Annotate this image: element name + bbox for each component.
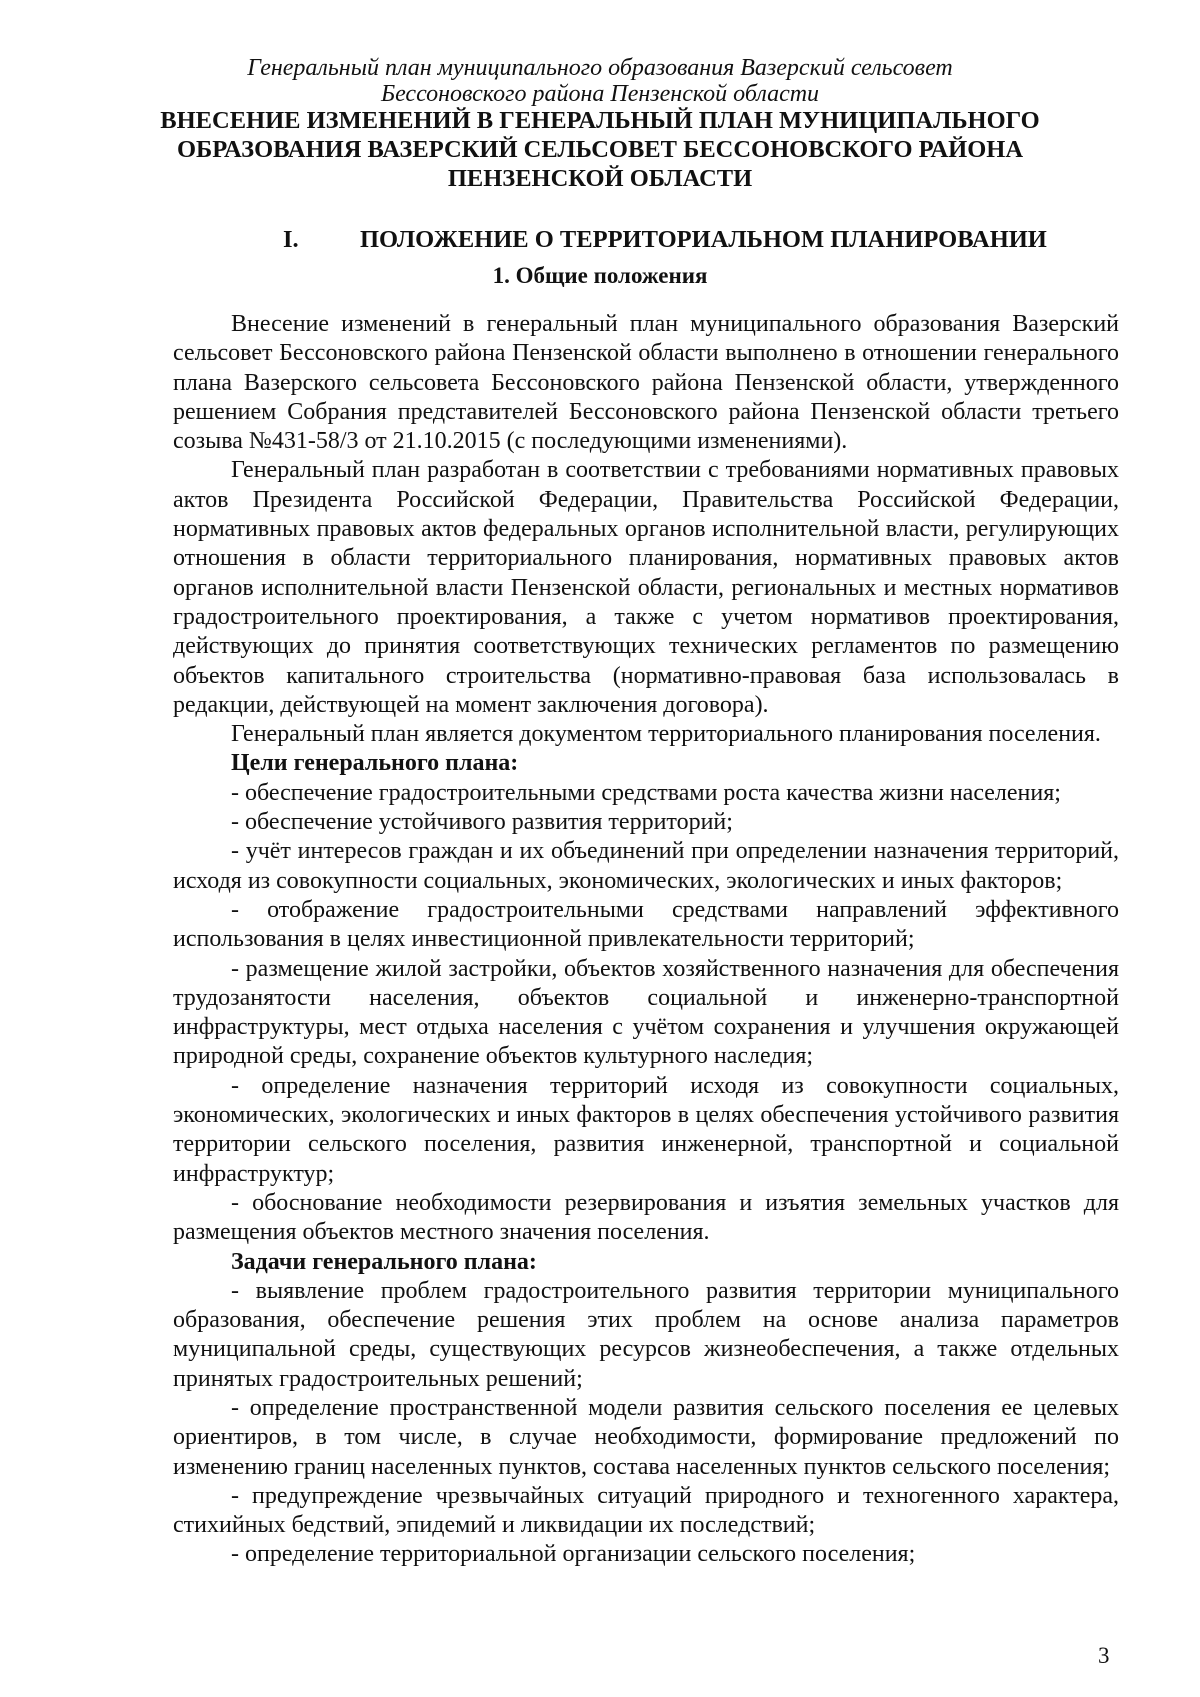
goal-item: - обеспечение градостроительными средствами роста качества жизни населения; [231, 779, 1061, 806]
task-item: - определение пространственной модели развития сельского поселения ее целевых ориентиров, в том числе, в случае необходимости, формирование предложений по изменению границ населенных пунктов, состава населенных пунктов сельского поселения; [173, 1394, 1119, 1480]
tasks-heading: Задачи генерального плана: [231, 1248, 537, 1275]
goal-item: - отображение градостроительными средствами направлений эффективного использования в целях инвестиционной привлекательности территорий; [173, 896, 1119, 953]
subsection-title: 1. Общие положения [492, 263, 708, 288]
document-title-line-3: ПЕНЗЕНСКОЙ ОБЛАСТИ [447, 165, 753, 192]
goals-heading: Цели генерального плана: [231, 750, 519, 777]
goal-item: - размещение жилой застройки, объектов хозяйственного назначения для обеспечения трудозанятости населения, объектов социальной и инженерно-транспортной инфраструктуры, мест отдыха населения с учётом сохранения и улучшения окружающей природной среды, сохранение объектов культурного наследия; [173, 955, 1119, 1070]
task-item: - предупреждение чрезвычайных ситуаций природного и техногенного характера, стихийных бедствий, эпидемий и ликвидации их последствий; [173, 1482, 1119, 1539]
running-header-line-2: Бессоновского района Пензенской области [380, 81, 820, 107]
goal-item: - обоснование необходимости резервирования и изъятия земельных участков для размещения объектов местного значения поселения. [173, 1189, 1119, 1246]
running-header-line-1: Генеральный план муниципального образования Вазерский сельсовет [247, 55, 953, 81]
task-item: - выявление проблем градостроительного развития территории муниципального образования, обеспечение решения этих проблем на основе анализа параметров муниципальной среды, существующих ресурсов жизнеобеспечения, а также отдельных принятых градостроительных решений; [173, 1277, 1119, 1392]
task-item: - определение территориальной организации сельского поселения; [231, 1541, 916, 1568]
section-number: I. [283, 226, 299, 253]
goal-item: - учёт интересов граждан и их объединений при определении назначения территорий, исходя из совокупности социальных, экономических, экологических и иных факторов; [173, 838, 1119, 894]
body-paragraph: Генеральный план является документом территориального планирования поселения. [231, 721, 1101, 748]
body-paragraph: Генеральный план разработан в соответствии с требованиями нормативных правовых актов Президента Российской Федерации, Правительства Российской Федерации, нормативных правовых актов федеральных органов исполнительной власти, регулирующих отношения в области территориального планирования, нормативных правовых актов органов исполнительной власти Пензенской области, региональных и местных нормативов градостроительного проектирования, а также с учетом нормативов проектирования, действующих до принятия соответствующих технических регламентов по размещению объектов капитального строительства (нормативно-правовая база использовалась в редакции, действующей на момент заключения договора). [173, 457, 1119, 718]
goal-item: - определение назначения территорий исходя из совокупности социальных, экономических, экологических и иных факторов в целях обеспечения устойчивого развития территории сельского поселения, развития инженерной, транспортной и социальной инфраструктур; [173, 1072, 1119, 1187]
page-number: 3 [1098, 1643, 1110, 1668]
document-body [173, 310, 1119, 1570]
document-title-line-1: ВНЕСЕНИЕ ИЗМЕНЕНИЙ В ГЕНЕРАЛЬНЫЙ ПЛАН МУНИЦИПАЛЬНОГО [160, 107, 1040, 134]
body-paragraph: Внесение изменений в генеральный план муниципального образования Вазерский сельсовет Бессоновского района Пензенской области выполнено в отношении генерального плана Вазерского сельсовета Бессоновского района Пензенской области, утвержденного решением Собрания представителей Бессоновского района Пензенской области третьего созыва №431-58/3 от 21.10.2015 (с последующими изменениями). [173, 311, 1119, 455]
document-title-line-2: ОБРАЗОВАНИЯ ВАЗЕРСКИЙ СЕЛЬСОВЕТ БЕССОНОВСКОГО РАЙОНА [176, 136, 1024, 163]
goal-item: - обеспечение устойчивого развития территорий; [231, 809, 733, 836]
section-title: ПОЛОЖЕНИЕ О ТЕРРИТОРИАЛЬНОМ ПЛАНИРОВАНИИ [360, 226, 1047, 253]
